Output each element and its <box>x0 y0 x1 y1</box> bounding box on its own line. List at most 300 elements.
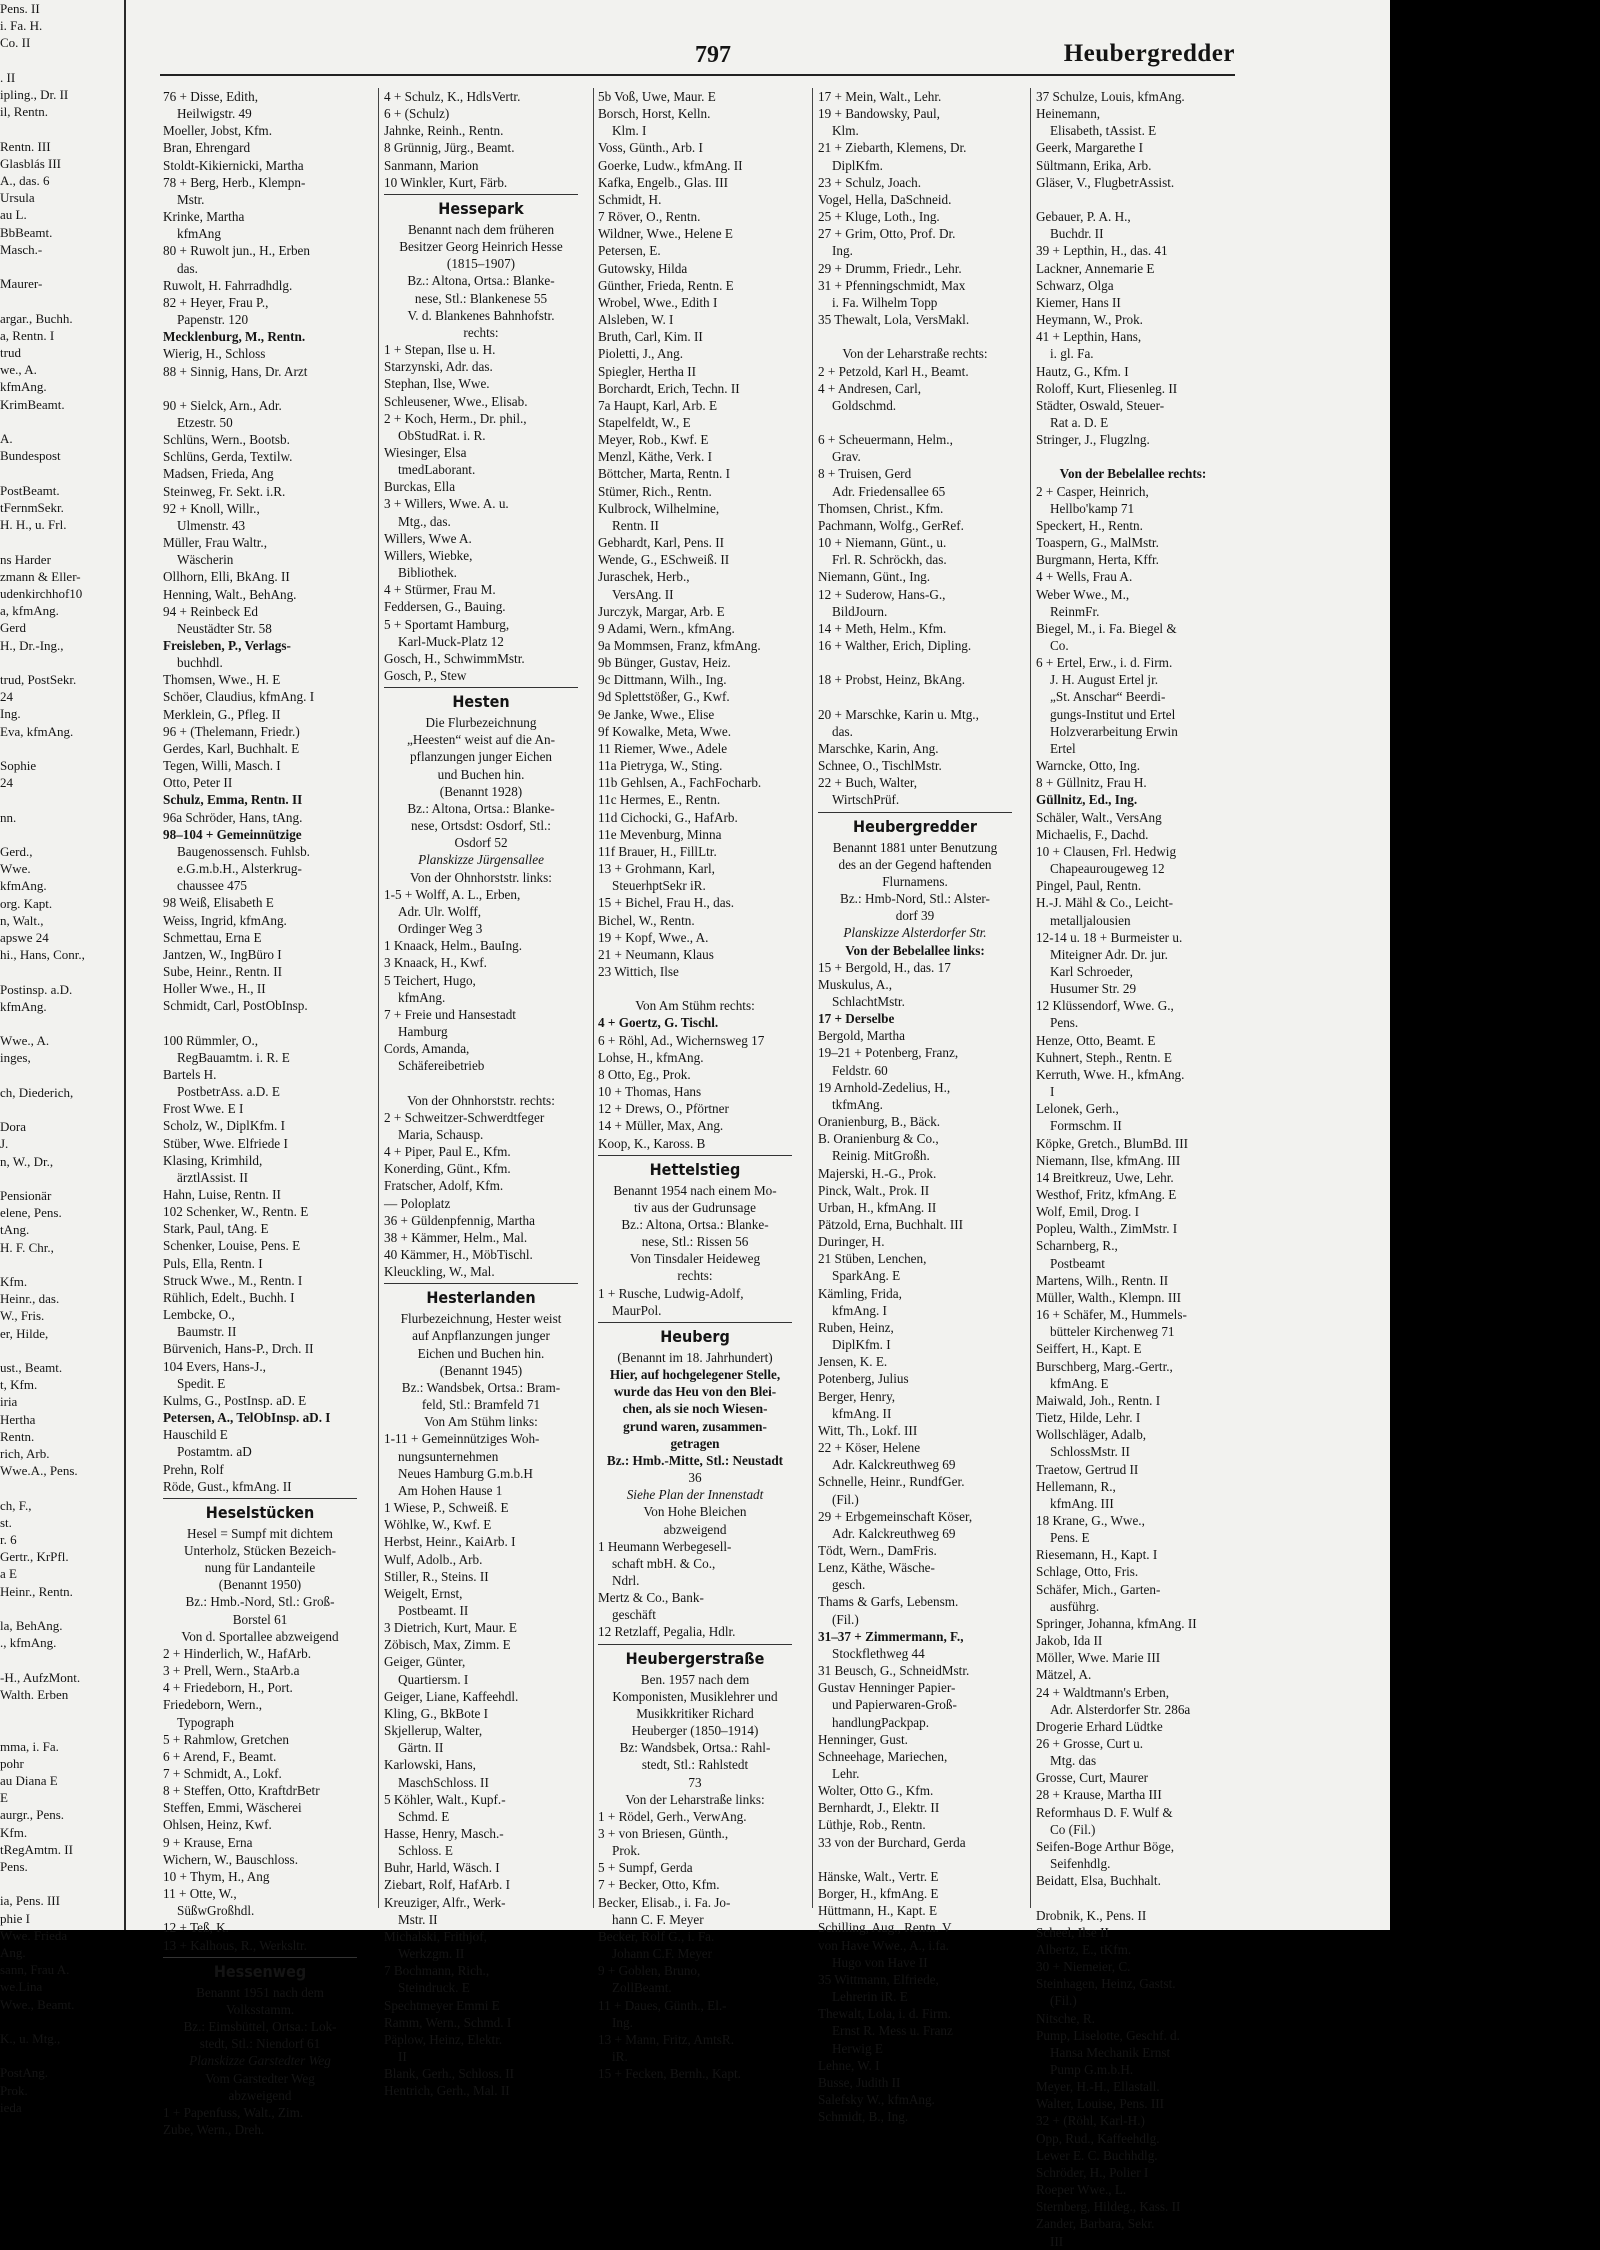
directory-entry: Hüttmann, H., Kapt. E <box>818 1903 938 1919</box>
fragment-line: tRegAmtm. II <box>0 1841 73 1857</box>
fragment-line <box>0 1067 124 1084</box>
directory-entry: 12 + Suderow, Hans-G., <box>818 586 946 602</box>
directory-entry: Hentrich, Gerh., Mal. II <box>384 2083 510 2099</box>
directory-entry: ausführg. <box>1050 1598 1100 1614</box>
directory-entry: Scharnberg, R., <box>1036 1238 1118 1254</box>
fragment-line: Pens. <box>0 1858 28 1874</box>
directory-entry: chaussee 475 <box>177 878 247 894</box>
street-note: auf Anpflanzungen junger <box>412 1328 550 1344</box>
street-note: Musikkritiker Richard <box>636 1705 754 1721</box>
directory-entry: Buhr, Harld, Wäsch. I <box>384 1860 500 1876</box>
street-note: Bz.: Hmb.-Nord, Stl.: Groß- <box>185 1594 335 1610</box>
directory-entry: Tödt, Wern., DamFris. <box>818 1542 937 1558</box>
directory-entry: Steinweg, Fr. Sekt. i.R. <box>163 483 286 499</box>
directory-entry: 37 Schulze, Louis, kfmAng. <box>1036 89 1185 104</box>
street-note: tiv aus der Gudrunsage <box>634 1199 756 1215</box>
directory-entry: Adr. Ulr. Wolff, <box>398 903 482 919</box>
directory-entry: Kuhnert, Steph., Rentn. E <box>1036 1049 1172 1065</box>
directory-entry: 9 Adami, Wern., kfmAng. <box>598 620 735 636</box>
directory-entry: Karl-Muck-Platz 12 <box>398 633 504 649</box>
directory-entry <box>163 1014 357 1031</box>
fragment-line: ust., Beamt. <box>0 1360 63 1376</box>
directory-entry: 8 + Güllnitz, Frau H. <box>1036 775 1147 791</box>
directory-entry: Pump, Liselotte, Geschf. d. <box>1036 2027 1180 2043</box>
fragment-line: ieda <box>0 2099 22 2115</box>
directory-entry: Henninger, Gust. <box>818 1731 908 1747</box>
directory-entry: Schmd. E <box>398 1808 450 1824</box>
fragment-line: we., A. <box>0 362 37 378</box>
fragment-line: n, Walt., <box>0 912 44 928</box>
directory-entry: Borsch, Horst, Kelln. <box>598 106 711 122</box>
street-note: grund waren, zusammen- <box>623 1418 767 1434</box>
directory-entry: Herbst, Heinr., KaiArb. I <box>384 1534 516 1550</box>
directory-entry: 1-11 + Gemeinnütziges Woh- <box>384 1431 540 1447</box>
fragment-line: iria <box>0 1394 18 1410</box>
directory-entry: 9b Bünger, Gustav, Heiz. <box>598 655 731 671</box>
directory-entry: Lehr. <box>832 1766 860 1781</box>
directory-entry <box>818 414 1012 431</box>
directory-entry: Biegel, M., i. Fa. Biegel & <box>1036 620 1177 636</box>
street-note: rechts: <box>677 1268 713 1284</box>
directory-entry: 18 Krane, G., Wwe., <box>1036 1512 1145 1528</box>
street-note: Hesel = Sumpf mit dichtem <box>187 1525 333 1541</box>
directory-entry: 29 + Erbgemeinschaft Köser, <box>818 1508 973 1524</box>
directory-entry: i. Fa. Wilhelm Topp <box>832 294 938 310</box>
street-note: Bz.: Altona, Ortsa.: Blanke- <box>621 1217 769 1232</box>
directory-entry: Michaelis, F., Dachd. <box>1036 826 1149 842</box>
directory-entry: Seiffert, H., Kapt. E <box>1036 1341 1142 1357</box>
street-note: und Buchen hin. <box>437 766 525 782</box>
directory-entry: Freisleben, P., Verlags- <box>163 638 291 653</box>
fragment-line: nn. <box>0 809 17 825</box>
directory-entry: Stockflethweg 44 <box>832 1645 925 1661</box>
directory-entry: Gosch, H., SchwimmMstr. <box>384 650 525 666</box>
fragment-line: Sophie <box>0 757 37 773</box>
directory-entry: Maria, Schausp. <box>398 1126 484 1142</box>
directory-entry: Berger, Henry, <box>818 1388 896 1404</box>
directory-entry: Thams & Garfs, Lebensm. <box>818 1594 959 1610</box>
fragment-line <box>0 2013 124 2030</box>
page-header <box>160 40 1235 76</box>
fragment-line: Wwe. <box>0 861 31 877</box>
directory-entry: Kreuziger, Alfr., Werk- <box>384 1894 506 1910</box>
directory-entry: 6 + Röhl, Ad., Wichernsweg 17 <box>598 1032 765 1048</box>
directory-entry: 98–104 + Gemeinnützige <box>163 826 302 842</box>
fragment-line: Kfm. <box>0 1274 28 1290</box>
directory-entry: 31 + Pfenningschmidt, Max <box>818 277 966 293</box>
directory-entry: Witt, Th., Lokf. III <box>818 1422 918 1438</box>
street-heading: Heubergredder <box>818 812 1012 839</box>
fragment-line: 24 <box>0 775 13 791</box>
fragment-line: hi., Hans, Conr., <box>0 947 85 963</box>
fragment-line: Pensionär <box>0 1188 52 1204</box>
directory-entry: Schwarz, Olga <box>1036 277 1114 293</box>
directory-entry: Sanmann, Marion <box>384 157 479 173</box>
directory-entry: Mecklenburg, M., Rentn. <box>163 329 306 345</box>
directory-entry: Schmidt, H. <box>598 191 662 207</box>
fragment-line: pohr <box>0 1755 24 1771</box>
directory-entry: 4 + Stürmer, Frau M. <box>384 582 496 598</box>
directory-entry: und Papierwaren-Groß- <box>832 1697 957 1713</box>
street-note: Von der Ohnhorststr. links: <box>410 869 552 885</box>
directory-entry: Lenz, Käthe, Wäsche- <box>818 1560 935 1576</box>
directory-entry: 7 Bochmann, Rich., <box>384 1963 490 1979</box>
directory-entry: Sültmann, Erika, Arb. <box>1036 157 1152 173</box>
directory-entry: 19–21 + Potenberg, Franz, <box>818 1045 959 1061</box>
directory-entry: Stephan, Ilse, Wwe. <box>384 376 490 392</box>
fragment-line: Wwe., Beamt. <box>0 1996 75 2012</box>
directory-entry: Fratscher, Adolf, Kfm. <box>384 1178 504 1194</box>
directory-entry: Niemann, Ilse, kfmAng. III <box>1036 1152 1181 1168</box>
street-note: (Benannt 1945) <box>439 1362 523 1378</box>
fragment-line: ., kfmAng. <box>0 1635 57 1651</box>
directory-entry: 7 + Becker, Otto, Kfm. <box>598 1877 720 1893</box>
directory-entry: 3 + Prell, Wern., StaArb.a <box>163 1663 300 1679</box>
fragment-line: rich, Arb. <box>0 1446 50 1462</box>
fragment-line: KrimBeamt. <box>0 396 65 412</box>
directory-entry: 27 + Grim, Otto, Prof. Dr. <box>818 226 956 242</box>
directory-entry: Goldschmd. <box>832 397 897 413</box>
directory-entry: Roloff, Kurt, Fliesenleg. II <box>1036 380 1178 396</box>
street-note: (Benannt im 18. Jahrhundert) <box>617 1349 773 1365</box>
directory-entry: 25 + Kluge, Loth., Ing. <box>818 209 940 225</box>
directory-entry: Burckas, Ella <box>384 479 456 495</box>
directory-entry <box>598 980 792 997</box>
directory-entry: Marschke, Karin, Ang. <box>818 740 939 756</box>
directory-entry: Hamburg <box>398 1023 448 1039</box>
directory-entry: 22 + Buch, Walter, <box>818 775 917 791</box>
directory-entry: Prok. <box>612 1843 641 1859</box>
directory-entry: Ramm, Wern., Schmd. I <box>384 2014 512 2030</box>
directory-entry: Warncke, Otto, Ing. <box>1036 758 1141 774</box>
directory-entry: Schlüns, Wern., Bootsb. <box>163 432 290 448</box>
street-note: nung für Landanteile <box>204 1560 316 1576</box>
directory-entry: Zander, Barbara, Sekr. <box>1036 2216 1155 2232</box>
directory-entry: 7 + Freie und Hansestadt <box>384 1006 516 1022</box>
street-note: Planskizze Garstedter Weg <box>189 2053 331 2069</box>
directory-entry: J. H. August Ertel jr. <box>1050 672 1159 688</box>
directory-entry: Kleuckling, W., Mal. <box>384 1264 495 1280</box>
directory-entry: Jantzen, W., IngBüro I <box>163 946 282 962</box>
street-note: Bz: Wandsbek, Ortsa.: Rahl- <box>619 1740 771 1756</box>
fragment-line: Pens. II <box>0 1 40 16</box>
directory-entry: Lohse, H., kfmAng. <box>598 1049 704 1065</box>
directory-entry: Röde, Gust., kfmAng. II <box>163 1478 292 1494</box>
street-note: getragen <box>670 1435 720 1451</box>
fragment-line: H., Dr.-Ing., <box>0 637 64 653</box>
directory-entry: III <box>1050 2233 1064 2249</box>
directory-entry: Wolf, Emil, Drog. I <box>1036 1204 1139 1220</box>
fragment-line <box>0 791 124 808</box>
street-note: Unterholz, Stücken Bezeich- <box>184 1542 336 1558</box>
directory-entry: Schmidt, Carl, PostObInsp. <box>163 998 308 1014</box>
directory-entry: 24 + Waldtmann's Erben, <box>1036 1684 1170 1700</box>
directory-entry: 16 + Schäfer, M., Hummels- <box>1036 1307 1187 1323</box>
fragment-line <box>0 1875 124 1892</box>
street-note: Von der Ohnhorststr. rechts: <box>407 1092 555 1108</box>
directory-entry: 7a Haupt, Karl, Arb. E <box>598 397 718 413</box>
directory-entry: 15 + Bichel, Frau H., das. <box>598 895 734 911</box>
directory-entry: 94 + Reinbeck Ed <box>163 603 258 619</box>
directory-entry: Spiegler, Hertha II <box>598 363 696 379</box>
fragment-line <box>0 826 124 843</box>
street-note: Von der Bebelallee rechts: <box>1059 466 1207 482</box>
directory-entry: Schleusener, Wwe., Elisab. <box>384 393 528 409</box>
street-note: Vom Garstedter Weg <box>205 2070 315 2086</box>
fragment-line: kfmAng. <box>0 878 47 894</box>
directory-entry: 29 + Drumm, Friedr., Lehr. <box>818 260 962 276</box>
directory-entry: 78 + Berg, Herb., Klempn- <box>163 174 306 190</box>
directory-entry: Prehn, Rolf <box>163 1461 224 1477</box>
fragment-line: Eva, kfmAng. <box>0 723 74 739</box>
directory-entry: Weiss, Ingrid, kfmAng. <box>163 912 287 928</box>
directory-entry: Schröder, H., Polier I <box>1036 2164 1149 2180</box>
street-note: Benannt 1954 nach einem Mo- <box>613 1182 777 1198</box>
directory-entry: buchhdl. <box>177 655 223 671</box>
fragment-line: ipling., Dr. II <box>0 87 69 103</box>
fragment-line: trud <box>0 345 21 361</box>
fragment-line: Glasblás III <box>0 155 62 171</box>
fragment-line: Heinr., das. <box>0 1291 60 1307</box>
directory-entry: SteuerhptSekr iR. <box>612 878 706 894</box>
directory-entry: Krinke, Martha <box>163 209 245 225</box>
street-heading: Heselstücken <box>163 1498 357 1525</box>
directory-entry: Postbeamt <box>1050 1255 1105 1271</box>
directory-entry: 22 + Köser, Helene <box>818 1440 921 1456</box>
directory-entry: Möller, Wwe. Marie III <box>1036 1650 1161 1666</box>
directory-entry: Feldstr. 60 <box>832 1062 888 1078</box>
directory-entry: 17 + Mein, Walt., Lehr. <box>818 89 942 104</box>
fragment-line <box>0 654 124 671</box>
directory-entry: Lembcke, O., <box>163 1307 235 1323</box>
directory-entry: Wolter, Otto G., Kfm. <box>818 1783 934 1799</box>
directory-entry: Pioletti, J., Ang. <box>598 346 683 362</box>
directory-entry: Vogel, Hella, DaSchneid. <box>818 191 952 207</box>
fragment-line: Gerd <box>0 620 26 636</box>
directory-entry: Pätzold, Erna, Buchhalt. III <box>818 1217 964 1232</box>
directory-entry: kfmAng. E <box>1050 1375 1109 1391</box>
directory-entry: Busse, Judith II <box>818 2074 901 2090</box>
directory-entry: Jurczyk, Margar, Arb. E <box>598 603 725 619</box>
directory-entry: 11 + Daues, Günth., El.- <box>598 1997 727 2013</box>
previous-page-fragment <box>0 0 126 2115</box>
directory-entry: 9d Splettstößer, G., Kwf. <box>598 689 730 705</box>
directory-entry: 17 + Derselbe <box>818 1011 895 1027</box>
directory-entry: 26 + Grosse, Curt u. <box>1036 1736 1144 1751</box>
directory-entry: 14 Breitkreuz, Uwe, Lehr. <box>1036 1169 1174 1185</box>
street-heading: Heuberg <box>598 1322 792 1349</box>
directory-entry: Kiemer, Hans II <box>1036 294 1121 310</box>
directory-entry: — Poloplatz <box>384 1195 451 1211</box>
street-note: Eichen und Buchen hin. <box>417 1345 545 1361</box>
directory-entry: 10 + Thym, H., Ang <box>163 1868 270 1884</box>
street-note: abzweigend <box>663 1521 727 1537</box>
fragment-line: E <box>0 1790 8 1806</box>
directory-entry: ReinmFr. <box>1050 603 1100 619</box>
directory-entry: Struck Wwe., M., Rentn. I <box>163 1272 303 1288</box>
directory-column-3 <box>598 88 792 2082</box>
directory-entry: MaurPol. <box>612 1302 662 1318</box>
directory-entry: I <box>1050 1084 1055 1100</box>
directory-entry: 1-5 + Wolff, A. L., Erben, <box>384 886 521 902</box>
directory-entry: Ertel <box>1050 740 1076 756</box>
street-note: Besitzer Georg Heinrich Hesse <box>399 239 563 255</box>
directory-entry: Thewalt, Lola, i. d. Firm. <box>818 2006 951 2022</box>
street-note: Bz.: Hmb-Nord, Stl.: Alster- <box>840 891 990 907</box>
fragment-line: 24 <box>0 689 13 705</box>
street-note: (1815–1907) <box>446 256 516 272</box>
fragment-line: K., u. Mtg., <box>0 2030 61 2046</box>
directory-entry: i. gl. Fa. <box>1050 346 1094 362</box>
directory-entry: Lehrerin iR. E <box>832 1989 908 2005</box>
fragment-line: au L. <box>0 207 27 223</box>
directory-entry: Alsleben, W. I <box>598 312 674 328</box>
directory-entry: 23 + Schulz, Joach. <box>818 174 922 190</box>
directory-entry: Nitsche, R. <box>1036 2010 1095 2026</box>
directory-entry <box>818 328 1012 345</box>
directory-entry: Popleu, Walth., ZimMstr. I <box>1036 1221 1178 1237</box>
directory-entry: Husumer Str. 29 <box>1050 981 1137 997</box>
directory-entry: Geiger, Günter, <box>384 1654 466 1670</box>
directory-entry: Thomsen, Wwe., H. E <box>163 672 281 688</box>
directory-entry: handlungPackpap. <box>832 1714 930 1730</box>
directory-entry: 15 + Bergold, H., das. 17 <box>818 959 951 975</box>
directory-entry: 39 + Lepthin, H., das. 41 <box>1036 243 1168 259</box>
directory-entry: Mertz & Co., Bank- <box>598 1590 704 1606</box>
directory-entry: 102 Schenker, W., Rentn. E <box>163 1204 309 1220</box>
directory-entry: Steinhagen, Heinz, Gastst. <box>1036 1976 1176 1992</box>
directory-entry: Adr. Kalckreuthweg 69 <box>832 1525 956 1541</box>
directory-entry: hann C. F. Meyer <box>612 1911 704 1927</box>
fragment-line <box>0 292 124 309</box>
directory-entry: Koop, K., Kaross. B <box>598 1135 706 1151</box>
fragment-line: W., Fris. <box>0 1308 45 1324</box>
directory-entry: Seifen-Boge Arthur Böge, <box>1036 1838 1175 1854</box>
directory-entry: Scheel, Ilse II <box>1036 1924 1109 1940</box>
directory-entry <box>384 1074 578 1091</box>
street-note: Benannt 1881 unter Benutzung <box>832 839 998 855</box>
directory-entry: Zöbisch, Max, Zimm. E <box>384 1637 511 1653</box>
fragment-line: aurgr., Pens. <box>0 1807 65 1823</box>
directory-entry: Schäler, Walt., VersAng <box>1036 809 1162 825</box>
directory-entry: Hahn, Luise, Rentn. II <box>163 1187 281 1202</box>
directory-entry <box>818 688 1012 705</box>
directory-entry: 33 von der Burchard, Gerda <box>818 1834 966 1850</box>
directory-entry: Reinig. MitGroßh. <box>832 1148 930 1164</box>
directory-entry: Bibliothek. <box>398 565 457 581</box>
directory-entry: gungs-Institut und Ertel <box>1050 706 1176 722</box>
street-note: nese, Ortsdst: Osdorf, Stl.: <box>411 818 551 834</box>
directory-entry: 11 + Otte, W., <box>163 1886 237 1902</box>
street-note: pflanzungen junger Eichen <box>409 749 553 765</box>
directory-entry: Madsen, Frieda, Ang <box>163 466 274 482</box>
directory-entry: H.-J. Mähl & Co., Leicht- <box>1036 895 1173 911</box>
directory-entry: Stringer, J., Flugzlng. <box>1036 432 1150 448</box>
directory-entry: 14 + Meth, Helm., Kfm. <box>818 620 947 636</box>
directory-entry: Rat a. D. E <box>1050 414 1109 430</box>
directory-entry: Moeller, Jobst, Kfm. <box>163 123 272 139</box>
directory-entry: Gärtn. II <box>398 1740 444 1756</box>
directory-entry: 92 + Knoll, Willr., <box>163 500 260 516</box>
directory-entry: Oranienburg, B., Bäck. <box>818 1114 941 1130</box>
directory-entry: Typograph <box>177 1714 234 1730</box>
directory-entry: Duringer, H. <box>818 1234 885 1250</box>
directory-entry: ZollBeamt. <box>612 1980 672 1996</box>
directory-entry: tmedLaborant. <box>398 462 476 478</box>
directory-entry <box>1036 448 1230 465</box>
fragment-line: udenkirchhof10 <box>0 585 83 601</box>
street-note: Siehe Plan der Innenstadt <box>626 1487 764 1503</box>
directory-entry: kfmAng. <box>398 989 446 1005</box>
directory-entry: 11b Gehlsen, A., FachFocharb. <box>598 775 762 791</box>
fragment-line: J. <box>0 1136 9 1152</box>
fragment-line: tAng. <box>0 1222 30 1238</box>
street-note: Hier, auf hochgelegener Stelle, <box>609 1367 781 1383</box>
directory-entry: 10 Winkler, Kurt, Färb. <box>384 174 508 190</box>
directory-entry: Karlowski, Hans, <box>384 1757 476 1773</box>
directory-entry: Seifenhdlg. <box>1050 1856 1111 1872</box>
directory-entry: Roeper Wwe., L. <box>1036 2182 1127 2198</box>
directory-entry: Muskulus, A., <box>818 976 893 992</box>
directory-entry: 96a Schröder, Hans, tAng. <box>163 809 303 825</box>
directory-entry: 5 + Sportamt Hamburg, <box>384 616 510 632</box>
directory-column-1 <box>163 88 357 2137</box>
directory-entry: 4 + Friedeborn, H., Port. <box>163 1680 293 1696</box>
directory-entry: Bichel, W., Rentn. <box>598 912 695 928</box>
directory-entry: Papenstr. 120 <box>177 312 249 328</box>
directory-entry: metalljalousien <box>1050 912 1131 928</box>
directory-entry: 2 + Schweitzer-Schwerdtfeger <box>384 1109 545 1125</box>
column-rule <box>378 88 379 1908</box>
fragment-line: Ing. <box>0 706 21 722</box>
directory-entry: Stoldt-Kikiernicki, Martha <box>163 157 304 173</box>
directory-entry: Henze, Otto, Beamt. E <box>1036 1032 1156 1048</box>
street-heading: Hettelstieg <box>598 1155 792 1182</box>
directory-entry: Mstr. II <box>398 1911 438 1927</box>
fragment-line: il, Rentn. <box>0 104 49 120</box>
directory-entry: Wierig, H., Schloss <box>163 346 266 362</box>
directory-entry: Hänske, Walt., Vertr. E <box>818 1868 939 1884</box>
directory-entry: Klasing, Krimhild, <box>163 1152 263 1168</box>
directory-entry: 12 + Teß, K. <box>163 1920 229 1936</box>
directory-entry: Gutowsky, Hilda <box>598 260 688 276</box>
directory-entry: Geerk, Margarethe I <box>1036 140 1144 156</box>
directory-entry: Grosse, Curt, Maurer <box>1036 1770 1149 1786</box>
directory-entry: 19 + Kopf, Wwe., A. <box>598 929 709 945</box>
fragment-line: r. 6 <box>0 1532 17 1548</box>
street-note: Von Tinsdaler Heideweg <box>629 1251 761 1267</box>
fragment-line <box>0 1720 124 1737</box>
fragment-line: Rentn. <box>0 1428 35 1444</box>
street-note: Von der Leharstraße rechts: <box>842 346 988 362</box>
directory-entry: Walter, Louise, Pens. III <box>1036 2096 1165 2112</box>
directory-entry <box>1036 1889 1230 1906</box>
fragment-line: PostBeamt. <box>0 482 60 498</box>
fragment-line: Prok. <box>0 2082 28 2098</box>
directory-entry: Adr. Friedensallee 65 <box>832 483 946 499</box>
directory-entry: Petersen, A., TelObInsp. aD. I <box>163 1410 331 1426</box>
directory-entry: Schenker, Louise, Pens. E <box>163 1238 301 1254</box>
fragment-line: ns Harder <box>0 551 51 567</box>
fragment-line: Co. II <box>0 35 31 51</box>
fragment-line: Heinr., Rentn. <box>0 1583 73 1599</box>
directory-entry: Konerding, Günt., Kfm. <box>384 1161 511 1177</box>
directory-entry: Burschberg, Marg.-Gertr., <box>1036 1358 1173 1374</box>
fragment-line: Kfm. <box>0 1824 28 1840</box>
street-note: rechts: <box>463 324 499 340</box>
directory-entry: 11c Hermes, E., Rentn. <box>598 792 721 808</box>
street-note: Volksstamm. <box>225 2001 295 2017</box>
